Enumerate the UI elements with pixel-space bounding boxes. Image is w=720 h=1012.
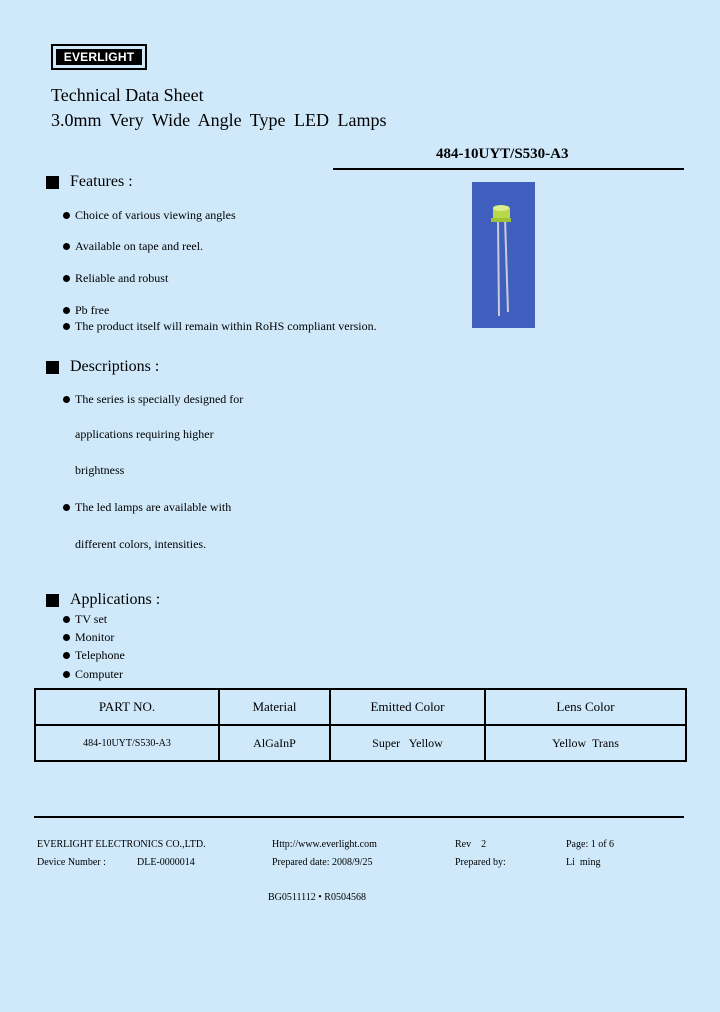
bullet-dot-icon: [63, 616, 70, 623]
part-number: 484-10UYT/S530-A3: [436, 146, 569, 162]
descriptions-heading: [46, 358, 159, 376]
bullet-dot-icon: [63, 275, 70, 282]
descriptions-heading-text: Descriptions :: [70, 358, 160, 375]
table-row: [35, 725, 686, 761]
bullet-dot-icon: [63, 307, 70, 314]
bullet-dot-icon: [63, 243, 70, 250]
feature-item: [63, 271, 168, 286]
bullet-dot-icon: [63, 396, 70, 403]
description-text: The led lamps are available with: [75, 500, 232, 514]
feature-text: Reliable and robust: [75, 271, 169, 285]
application-item: [63, 667, 123, 682]
led-lamp-photo: [472, 182, 535, 328]
description-text: applications requiring higher: [75, 427, 214, 441]
everlight-logo: [51, 44, 147, 70]
bullet-dot-icon: [63, 634, 70, 641]
table-header-cell: Material: [219, 689, 330, 725]
feature-text: Choice of various viewing angles: [75, 208, 236, 222]
applications-heading: [46, 591, 160, 609]
document-code: BG0511112 • R0504568: [268, 892, 366, 903]
header-rule: [333, 168, 684, 170]
logo-text: EVERLIGHT: [56, 49, 142, 65]
bullet-dot-icon: [63, 652, 70, 659]
application-text: TV set: [75, 612, 108, 626]
prepared-date: Prepared date: 2008/9/25: [272, 857, 373, 868]
features-heading-text: Features :: [70, 173, 133, 190]
applications-heading-text: Applications :: [70, 591, 161, 608]
table-cell: Super Yellow: [330, 725, 485, 761]
table-header-row: [35, 689, 686, 725]
feature-text: The product itself will remain within RoHS compliant version.: [75, 319, 377, 333]
description-item: [63, 500, 231, 515]
table-cell: 484-10UYT/S530-A3: [35, 725, 219, 761]
square-bullet-icon: [46, 594, 59, 607]
table-cell: AlGaInP: [219, 725, 330, 761]
table-header-cell: PART NO.: [35, 689, 219, 725]
application-item: [63, 630, 114, 645]
feature-item: [63, 208, 236, 223]
prepared-by: Li ming: [566, 857, 601, 868]
description-item: [63, 392, 243, 407]
application-item: [63, 612, 107, 627]
spec-table: [34, 688, 687, 762]
application-text: Telephone: [75, 648, 125, 662]
feature-text: Pb free: [75, 303, 110, 317]
website-link[interactable]: Http://www.everlight.com: [272, 839, 377, 850]
bullet-dot-icon: [63, 212, 70, 219]
application-text: Computer: [75, 667, 123, 681]
feature-item: [63, 319, 377, 334]
bullet-dot-icon: [63, 323, 70, 330]
device-number: DLE-0000014: [137, 857, 195, 868]
bullet-dot-icon: [63, 671, 70, 678]
application-item: [63, 648, 125, 663]
led-lamp-icon: [472, 182, 535, 328]
revision: Rev 2: [455, 839, 487, 850]
features-heading: [46, 173, 133, 191]
company-name: EVERLIGHT ELECTRONICS CO.,LTD.: [37, 839, 206, 850]
page-number: Page: 1 of 6: [566, 839, 615, 850]
device-number-label: Device Number :: [37, 857, 106, 868]
square-bullet-icon: [46, 176, 59, 189]
footer-rule: [34, 816, 684, 818]
application-text: Monitor: [75, 630, 115, 644]
doc-title: Technical Data Sheet: [51, 85, 204, 105]
square-bullet-icon: [46, 361, 59, 374]
table-header-cell: Lens Color: [485, 689, 686, 725]
table-header-cell: Emitted Color: [330, 689, 485, 725]
doc-subtitle: 3.0mm Very Wide Angle Type LED Lamps: [51, 110, 387, 130]
description-text: brightness: [75, 463, 125, 477]
table-cell: Yellow Trans: [485, 725, 686, 761]
prepared-by-label: Prepared by:: [455, 857, 506, 868]
description-text: The series is specially designed for: [75, 392, 244, 406]
feature-text: Available on tape and reel.: [75, 239, 204, 253]
feature-item: [63, 239, 203, 254]
bullet-dot-icon: [63, 504, 70, 511]
description-text: different colors, intensities.: [75, 537, 207, 551]
feature-item: [63, 303, 109, 318]
